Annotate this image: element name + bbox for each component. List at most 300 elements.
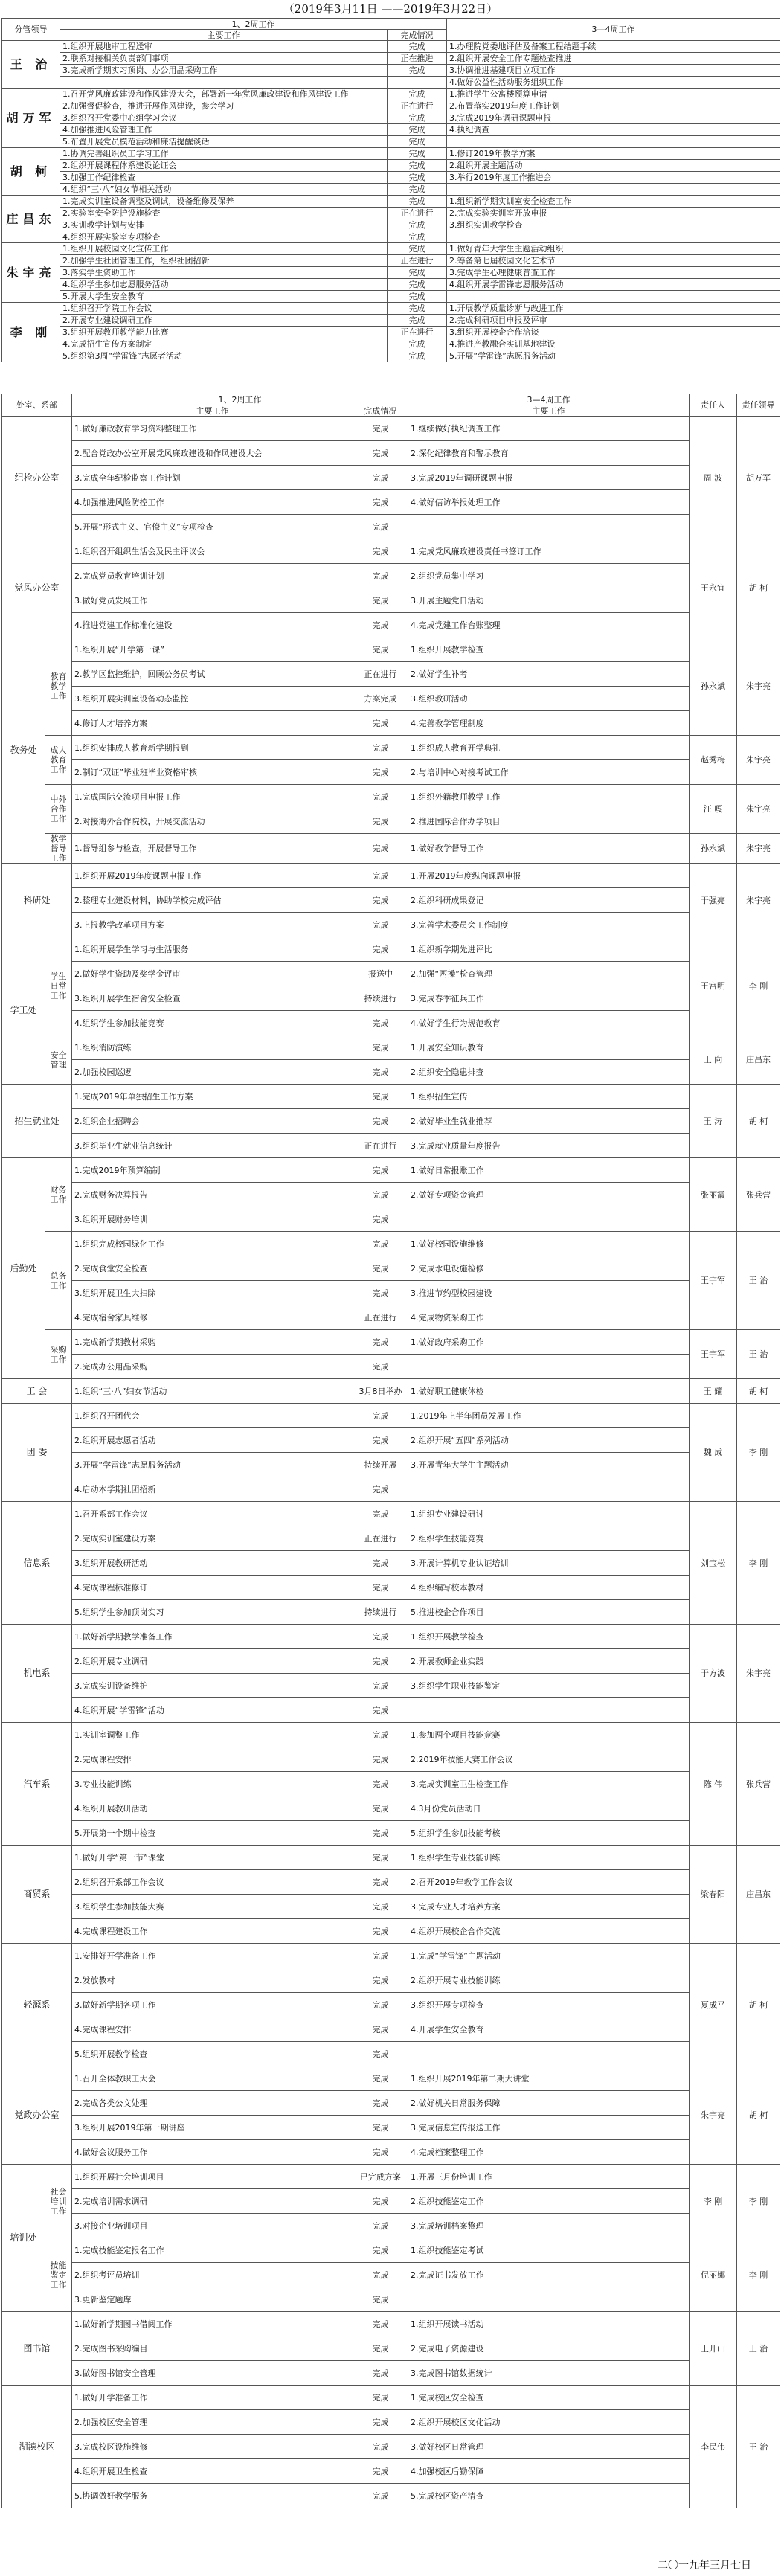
sub-dept-name: 教学督导工作 bbox=[45, 834, 72, 864]
status-cell: 完成 bbox=[353, 2263, 408, 2287]
table-row bbox=[2, 613, 780, 637]
work-item: 4.组织学生参加志愿服务活动 bbox=[60, 279, 388, 291]
status-cell: 完成 bbox=[353, 1649, 408, 1674]
next-work-item: 4.组织开展学雷锋志愿服务活动 bbox=[447, 279, 780, 291]
next-work-item: 4.3月份党员活动日 bbox=[408, 1796, 690, 1821]
table-row bbox=[2, 417, 780, 441]
leader-name: 胡万军 bbox=[2, 89, 60, 148]
table-row bbox=[2, 1870, 780, 1895]
next-work-item bbox=[447, 184, 780, 196]
table-row bbox=[2, 1330, 780, 1355]
leader-work-table bbox=[1, 18, 780, 362]
next-work-item: 1.继续做好执纪调查工作 bbox=[408, 417, 690, 441]
status-cell: 完成 bbox=[353, 1477, 408, 1502]
work-item: 3.完成新学期实习顶岗、办公用品采购工作 bbox=[60, 65, 388, 77]
status-cell: 正在进行 bbox=[388, 255, 447, 267]
next-work-item: 3.完成专业人才培养方案 bbox=[408, 1895, 690, 1919]
dept-name: 湖滨校区 bbox=[2, 2386, 72, 2508]
next-work-item: 3.完成2019年调研课题申报 bbox=[447, 112, 780, 124]
table-row bbox=[2, 2361, 780, 2386]
work-item: 2.加强督促检查，推进开展作风建设，参会学习 bbox=[60, 100, 388, 112]
work-item: 2.加强校区安全管理 bbox=[72, 2410, 353, 2435]
owner-name: 于方波 bbox=[690, 1625, 737, 1723]
next-work-item: 3.推进节约型校园建设 bbox=[408, 1281, 690, 1305]
status-cell: 完成 bbox=[388, 148, 447, 160]
sub-dept-name: 学生日常工作 bbox=[45, 937, 72, 1035]
table-row bbox=[2, 1305, 780, 1330]
table-row bbox=[2, 1526, 780, 1551]
dept-name: 招生就业处 bbox=[2, 1085, 72, 1158]
work-item: 2.完成党员教育培训计划 bbox=[72, 564, 353, 588]
table-row bbox=[2, 327, 780, 338]
next-work-item: 2.布置落实2019年度工作计划 bbox=[447, 100, 780, 112]
next-work-item: 2.完成科研项目申报及评审 bbox=[447, 315, 780, 327]
sub-dept-name: 总务工作 bbox=[45, 1232, 72, 1330]
table-row bbox=[2, 864, 780, 888]
next-work-item: 1.2019年上半年团员发展工作 bbox=[408, 1404, 690, 1428]
status-cell: 正在进行 bbox=[353, 1305, 408, 1330]
work-item: 1.召开党风廉政建设和作风建设大会，部署新一年党风廉政建设和作风建设工作 bbox=[60, 89, 388, 100]
header-week12: 1、2周工作 bbox=[72, 394, 408, 405]
next-work-item: 1.组织成人教育开学典礼 bbox=[408, 736, 690, 760]
next-work-item: 2.组织开展专业技能训练 bbox=[408, 1968, 690, 1993]
work-item: 2.完成办公用品采购 bbox=[72, 1355, 353, 1379]
next-work-item: 4.完成物资采购工作 bbox=[408, 1305, 690, 1330]
work-item: 1.完成实训室设备调整及调试，设备维修及保养 bbox=[60, 196, 388, 208]
work-item: 5.开展“形式主义、官僚主义”专项检查 bbox=[72, 515, 353, 539]
work-item: 2.完成实训室建设方案 bbox=[72, 1526, 353, 1551]
next-work-item: 1.做好政府采购工作 bbox=[408, 1330, 690, 1355]
next-work-item: 3.完成2019年调研课题申报 bbox=[408, 466, 690, 490]
table-row bbox=[2, 172, 780, 184]
status-cell: 完成 bbox=[388, 196, 447, 208]
status-cell: 完成 bbox=[353, 466, 408, 490]
work-item: 5.布置开展党员模范活动和廉洁提醒谈话 bbox=[60, 136, 388, 148]
work-item: 1.召开系部工作会议 bbox=[72, 1502, 353, 1526]
table-row bbox=[2, 1796, 780, 1821]
status-cell: 完成 bbox=[353, 1968, 408, 1993]
dept-name: 团 委 bbox=[2, 1404, 72, 1502]
work-item: 3.完成实训设备维护 bbox=[72, 1674, 353, 1698]
next-work-item bbox=[408, 1477, 690, 1502]
status-cell: 正在进行 bbox=[353, 662, 408, 687]
table-row bbox=[2, 2214, 780, 2238]
leader-name: 朱宇亮 bbox=[2, 243, 60, 303]
status-cell: 完成 bbox=[388, 291, 447, 303]
next-work-item: 1.做好教学督导工作 bbox=[408, 834, 690, 864]
status-cell: 完成 bbox=[353, 2312, 408, 2336]
work-item: 1.组织完成校园绿化工作 bbox=[72, 1232, 353, 1256]
work-item: 3.开展“学雷锋”志愿服务活动 bbox=[72, 1453, 353, 1477]
status-cell: 完成 bbox=[353, 2484, 408, 2508]
status-cell: 完成 bbox=[353, 1919, 408, 1944]
status-cell: 完成 bbox=[353, 2066, 408, 2091]
table-row bbox=[2, 303, 780, 315]
leader-name: 胡 柯 bbox=[737, 1944, 780, 2066]
next-work-item: 1.开展安全知识教育 bbox=[408, 1035, 690, 1060]
table-row bbox=[2, 888, 780, 913]
status-cell: 完成 bbox=[353, 564, 408, 588]
next-work-item: 4.执纪调查 bbox=[447, 124, 780, 136]
next-work-item: 3.完善学术委员会工作制度 bbox=[408, 913, 690, 937]
work-item: 3.组织开展2019年第一期讲座 bbox=[72, 2116, 353, 2140]
work-item: 1.组织召开学院工作会议 bbox=[60, 303, 388, 315]
next-work-item: 1.组织开展教学检查 bbox=[408, 637, 690, 662]
owner-name: 梁春阳 bbox=[690, 1846, 737, 1944]
table-row bbox=[2, 1453, 780, 1477]
table-row bbox=[2, 2017, 780, 2042]
status-cell: 完成 bbox=[353, 2410, 408, 2435]
next-work-item: 2.组织科研成果登记 bbox=[408, 888, 690, 913]
work-item: 2.加强校园巡逻 bbox=[72, 1060, 353, 1085]
work-item: 4.完成课程标准修订 bbox=[72, 1576, 353, 1600]
table-row bbox=[2, 466, 780, 490]
table-row bbox=[2, 136, 780, 148]
next-work-item: 3.组织教研活动 bbox=[408, 687, 690, 711]
table-row bbox=[2, 196, 780, 208]
status-cell: 完成 bbox=[353, 2287, 408, 2312]
status-cell: 完成 bbox=[388, 315, 447, 327]
department-work-table bbox=[1, 394, 780, 2508]
work-item: 4.推进党建工作标准化建设 bbox=[72, 613, 353, 637]
work-item: 4.组织学生参加技能竞赛 bbox=[72, 1011, 353, 1035]
work-item: 3.组织开展教研活动 bbox=[72, 1551, 353, 1576]
leader-name: 胡万军 bbox=[737, 417, 780, 539]
dept-name: 科研处 bbox=[2, 864, 72, 937]
next-work-item: 2.做好毕业生就业推荐 bbox=[408, 1109, 690, 1134]
next-work-item: 2.组织开展校区文化活动 bbox=[408, 2410, 690, 2435]
table-row bbox=[2, 2287, 780, 2312]
status-cell: 持续进行 bbox=[353, 986, 408, 1011]
table-row bbox=[2, 2263, 780, 2287]
header-main-work: 主要工作 bbox=[72, 405, 353, 417]
table-row bbox=[2, 1379, 780, 1404]
table-row bbox=[2, 1183, 780, 1207]
next-work-item: 2.做好机关日常服务保障 bbox=[408, 2091, 690, 2116]
work-item: 2.整理专业建设材料，协助学校完成评估 bbox=[72, 888, 353, 913]
table-row bbox=[2, 65, 780, 77]
owner-name: 汪 嘎 bbox=[690, 785, 737, 834]
work-item: 4.修订人才培养方案 bbox=[72, 711, 353, 736]
table-row bbox=[2, 1085, 780, 1109]
table-row bbox=[2, 1674, 780, 1698]
work-item: 2.制订“双证”毕业班毕业资格审核 bbox=[72, 760, 353, 785]
status-cell: 完成 bbox=[353, 1207, 408, 1232]
work-item: 2.教学区监控维护，回顾公务员考试 bbox=[72, 662, 353, 687]
next-work-item: 3.开展青年大学生主题活动 bbox=[408, 1453, 690, 1477]
next-work-item: 2.完成实验实训室开放申报 bbox=[447, 208, 780, 219]
status-cell: 完成 bbox=[353, 1011, 408, 1035]
status-cell: 完成 bbox=[388, 350, 447, 362]
status-cell: 正在进行 bbox=[388, 100, 447, 112]
dept-name: 工 会 bbox=[2, 1379, 72, 1404]
work-item: 5.组织第3周“学雷锋”志愿者活动 bbox=[60, 350, 388, 362]
owner-name: 王 耀 bbox=[690, 1379, 737, 1404]
table-row bbox=[2, 2165, 780, 2189]
work-item: 2.完成财务决算报告 bbox=[72, 1183, 353, 1207]
footer-date: 二〇一九年三月七日 bbox=[658, 2560, 751, 2572]
status-cell: 3月8日举办 bbox=[353, 1379, 408, 1404]
work-item: 2.组织企业招聘会 bbox=[72, 1109, 353, 1134]
status-cell: 完成 bbox=[388, 279, 447, 291]
table-row bbox=[2, 962, 780, 986]
table-row bbox=[2, 1256, 780, 1281]
work-item: 1.组织安排成人教育新学期报到 bbox=[72, 736, 353, 760]
table-row bbox=[2, 208, 780, 219]
work-item: 1.实训室调整工作 bbox=[72, 1723, 353, 1747]
status-cell: 完成 bbox=[388, 184, 447, 196]
table-row bbox=[2, 834, 780, 864]
work-item: 1.做好开学“第一节”课堂 bbox=[72, 1846, 353, 1870]
next-work-item: 5.推进校企合作项目 bbox=[408, 1600, 690, 1625]
status-cell: 完成 bbox=[353, 785, 408, 809]
status-cell: 完成 bbox=[388, 65, 447, 77]
header-main-work: 主要工作 bbox=[60, 30, 388, 41]
work-item: 2.完成各类公文处理 bbox=[72, 2091, 353, 2116]
next-work-item: 1.推进学生公寓楼预算申请 bbox=[447, 89, 780, 100]
owner-name: 朱宇亮 bbox=[690, 2066, 737, 2165]
work-item: 2.做好学生资助及奖学金评审 bbox=[72, 962, 353, 986]
leader-name: 李 刚 bbox=[737, 1404, 780, 1502]
next-work-item: 1.做好日常报账工作 bbox=[408, 1158, 690, 1183]
status-cell: 完成 bbox=[353, 2042, 408, 2066]
status-cell: 报送中 bbox=[353, 962, 408, 986]
status-cell: 完成 bbox=[353, 1723, 408, 1747]
table-row bbox=[2, 1281, 780, 1305]
next-work-item: 4.组织编写校本教材 bbox=[408, 1576, 690, 1600]
dept-name: 轻源系 bbox=[2, 1944, 72, 2066]
table-row bbox=[2, 1625, 780, 1649]
table-row bbox=[2, 279, 780, 291]
work-item: 5.协调做好教学服务 bbox=[72, 2484, 353, 2508]
work-item: 2.加强学生社团管理工作，组织社团招新 bbox=[60, 255, 388, 267]
work-item: 4.完成课程安排 bbox=[72, 2017, 353, 2042]
table-row bbox=[2, 2312, 780, 2336]
next-work-item: 3.完成就业质量年度报告 bbox=[408, 1134, 690, 1158]
status-cell: 完成 bbox=[353, 2386, 408, 2410]
next-work-item: 4.完善教学管理制度 bbox=[408, 711, 690, 736]
next-work-item bbox=[408, 2287, 690, 2312]
status-cell: 完成 bbox=[353, 736, 408, 760]
work-item: 1.完成国际交流项目申报工作 bbox=[72, 785, 353, 809]
sub-dept-name: 技能鉴定工作 bbox=[45, 2238, 72, 2312]
next-work-item: 2.2019年技能大赛工作会议 bbox=[408, 1747, 690, 1772]
work-item: 3.做好党员发展工作 bbox=[72, 588, 353, 613]
next-work-item: 1.组织专业建设研讨 bbox=[408, 1502, 690, 1526]
next-work-item: 4.加强校区后勤保障 bbox=[408, 2459, 690, 2484]
next-work-item: 2.筹备第七届校园文化艺术节 bbox=[447, 255, 780, 267]
next-work-item: 1.做好青年大学生主题活动组织 bbox=[447, 243, 780, 255]
next-work-item: 3.开展主题党日活动 bbox=[408, 588, 690, 613]
next-work-item: 3.完成春季征兵工作 bbox=[408, 986, 690, 1011]
next-work-item: 2.组织技能鉴定工作 bbox=[408, 2189, 690, 2214]
status-cell: 完成 bbox=[353, 441, 408, 466]
next-work-item: 5.完成校区资产清查 bbox=[408, 2484, 690, 2508]
owner-name: 王开山 bbox=[690, 2312, 737, 2386]
work-item: 1.督导组参与检查，开展督导工作 bbox=[72, 834, 353, 864]
table-row bbox=[2, 1772, 780, 1796]
owner-name: 王永宜 bbox=[690, 539, 737, 637]
next-work-item: 1.完成校区安全检查 bbox=[408, 2386, 690, 2410]
next-work-item: 3.组织学生职业技能鉴定 bbox=[408, 1674, 690, 1698]
table-row bbox=[2, 2140, 780, 2165]
table-row bbox=[2, 2459, 780, 2484]
work-item: 1.组织开展地审工程送审 bbox=[60, 41, 388, 53]
work-item: 2.对接海外合作院校，开展交流活动 bbox=[72, 809, 353, 834]
leader-name: 李 刚 bbox=[737, 937, 780, 1035]
next-work-item: 3.组织实训教学检查 bbox=[447, 219, 780, 231]
leader-name: 胡 柯 bbox=[737, 2066, 780, 2165]
work-item: 3.组织开展实训室设备动态监控 bbox=[72, 687, 353, 711]
owner-name: 李民伟 bbox=[690, 2386, 737, 2508]
leader-name: 朱宇亮 bbox=[737, 834, 780, 864]
next-work-item: 2.加强“两操”检查管理 bbox=[408, 962, 690, 986]
next-work-item: 1.组织学生专业技能训练 bbox=[408, 1846, 690, 1870]
next-work-item: 1.开展教学质量诊断与改进工作 bbox=[447, 303, 780, 315]
dept-name: 培训处 bbox=[2, 2165, 45, 2312]
status-cell: 完成 bbox=[353, 1281, 408, 1305]
work-item: 2.完成食堂安全检查 bbox=[72, 1256, 353, 1281]
table-row bbox=[2, 662, 780, 687]
work-item: 3.组织开展财务培训 bbox=[72, 1207, 353, 1232]
table-row bbox=[2, 441, 780, 466]
next-work-item: 1.组织技能鉴定考试 bbox=[408, 2238, 690, 2263]
next-work-item: 1.组织开展读书活动 bbox=[408, 2312, 690, 2336]
dept-name: 学工处 bbox=[2, 937, 45, 1085]
table-row bbox=[2, 1158, 780, 1183]
table-row bbox=[2, 2042, 780, 2066]
work-item: 3.对接企业培训项目 bbox=[72, 2214, 353, 2238]
table-row bbox=[2, 637, 780, 662]
work-item: 1.组织召开团代会 bbox=[72, 1404, 353, 1428]
status-cell: 完成 bbox=[353, 834, 408, 864]
work-item: 3.做好新学期各项工作 bbox=[72, 1993, 353, 2017]
dept-name: 图书馆 bbox=[2, 2312, 72, 2386]
next-work-item: 1.开展三月份培训工作 bbox=[408, 2165, 690, 2189]
owner-name: 王宫明 bbox=[690, 937, 737, 1035]
status-cell: 完成 bbox=[353, 1330, 408, 1355]
header-owner: 责任人 bbox=[690, 394, 737, 417]
work-item: 2.完成图书采购编目 bbox=[72, 2336, 353, 2361]
next-work-item: 3.完成信息宣传报送工作 bbox=[408, 2116, 690, 2140]
next-work-item: 5.开展“学雷锋”志愿服务活动 bbox=[447, 350, 780, 362]
status-cell: 完成 bbox=[388, 124, 447, 136]
status-cell: 完成 bbox=[388, 219, 447, 231]
owner-name: 夏成平 bbox=[690, 1944, 737, 2066]
status-cell: 完成 bbox=[353, 1747, 408, 1772]
status-cell: 持续开展 bbox=[353, 1453, 408, 1477]
table-row bbox=[2, 291, 780, 303]
status-cell: 完成 bbox=[353, 2116, 408, 2140]
status-cell: 完成 bbox=[353, 2459, 408, 2484]
next-work-item: 1.做好校园设施维修 bbox=[408, 1232, 690, 1256]
table-row bbox=[2, 338, 780, 350]
work-item: 3.组织召开党委中心组学习会议 bbox=[60, 112, 388, 124]
sub-dept-name: 财务工作 bbox=[45, 1158, 72, 1232]
next-work-item: 4.做好公益性活动服务组织工作 bbox=[447, 77, 780, 89]
table-row bbox=[2, 255, 780, 267]
next-work-item bbox=[408, 1355, 690, 1379]
next-work-item bbox=[408, 1698, 690, 1723]
work-item: 3.完成校区设施维修 bbox=[72, 2435, 353, 2459]
work-item: 2.实验室安全防护设施检查 bbox=[60, 208, 388, 219]
dept-name: 党风办公室 bbox=[2, 539, 72, 637]
status-cell: 正在推进 bbox=[388, 53, 447, 65]
leader-name: 胡 柯 bbox=[737, 539, 780, 637]
status-cell: 完成 bbox=[353, 1895, 408, 1919]
dept-name: 后勤处 bbox=[2, 1158, 45, 1379]
next-work-item: 3.组织开展专项检查 bbox=[408, 1993, 690, 2017]
table-row bbox=[2, 937, 780, 962]
status-cell: 完成 bbox=[353, 2238, 408, 2263]
next-work-item: 1.开展2019年度纵向课题申报 bbox=[408, 864, 690, 888]
status-cell: 完成 bbox=[353, 1060, 408, 1085]
table-row bbox=[2, 1821, 780, 1846]
leader-name: 庄昌东 bbox=[737, 1035, 780, 1085]
status-cell: 完成 bbox=[353, 809, 408, 834]
status-cell: 完成 bbox=[353, 1428, 408, 1453]
status-cell: 完成 bbox=[353, 2336, 408, 2361]
table-row bbox=[2, 1232, 780, 1256]
next-work-item: 4.做好信访举报处理工作 bbox=[408, 490, 690, 515]
status-cell: 完成 bbox=[353, 2214, 408, 2238]
work-item: 3.组织开展卫生大扫除 bbox=[72, 1281, 353, 1305]
owner-name: 刘宝松 bbox=[690, 1502, 737, 1625]
status-cell: 完成 bbox=[353, 864, 408, 888]
status-cell: 完成 bbox=[353, 1993, 408, 2017]
status-cell: 完成 bbox=[353, 613, 408, 637]
status-cell: 完成 bbox=[388, 136, 447, 148]
work-item: 1.做好新学期教学准备工作 bbox=[72, 1625, 353, 1649]
leader-name: 朱宇亮 bbox=[737, 864, 780, 937]
work-item: 5.开展第一个期中检查 bbox=[72, 1821, 353, 1846]
next-work-item: 4.组织开展校企合作交流 bbox=[408, 1919, 690, 1944]
table-row bbox=[2, 809, 780, 834]
dept-name: 机电系 bbox=[2, 1625, 72, 1723]
table-row bbox=[2, 2336, 780, 2361]
leader-name: 王 治 bbox=[737, 1232, 780, 1330]
owner-name: 张丽霞 bbox=[690, 1158, 737, 1232]
table-row bbox=[2, 515, 780, 539]
next-work-item bbox=[408, 515, 690, 539]
table-row bbox=[2, 2238, 780, 2263]
work-item: 5.组织学生参加顶岗实习 bbox=[72, 1600, 353, 1625]
table-row bbox=[2, 1011, 780, 1035]
owner-name: 王 向 bbox=[690, 1035, 737, 1085]
status-cell: 完成 bbox=[388, 303, 447, 315]
table-row bbox=[2, 2410, 780, 2435]
status-cell: 正在进行 bbox=[353, 1134, 408, 1158]
table-row bbox=[2, 219, 780, 231]
sub-dept-name: 安全管理 bbox=[45, 1035, 72, 1085]
status-cell bbox=[388, 77, 447, 89]
owner-name: 魏 成 bbox=[690, 1404, 737, 1502]
table-row bbox=[2, 1207, 780, 1232]
work-item: 4.组织开展“学雷锋”活动 bbox=[72, 1698, 353, 1723]
next-work-item: 2.组织学生技能竞赛 bbox=[408, 1526, 690, 1551]
header-status: 完成情况 bbox=[388, 30, 447, 41]
next-work-item: 5.组织学生参加技能考核 bbox=[408, 1821, 690, 1846]
dept-name: 纪检办公室 bbox=[2, 417, 72, 539]
owner-name: 王宇军 bbox=[690, 1232, 737, 1330]
status-cell: 完成 bbox=[353, 1944, 408, 1968]
work-item: 1.完成技能鉴定报名工作 bbox=[72, 2238, 353, 2263]
next-work-item: 2.组织开展“五四”系列活动 bbox=[408, 1428, 690, 1453]
work-item: 3.组织学生参加技能大赛 bbox=[72, 1895, 353, 1919]
work-item: 2.组织开展专业调研 bbox=[72, 1649, 353, 1674]
status-cell: 完成 bbox=[353, 888, 408, 913]
table-row bbox=[2, 2435, 780, 2459]
